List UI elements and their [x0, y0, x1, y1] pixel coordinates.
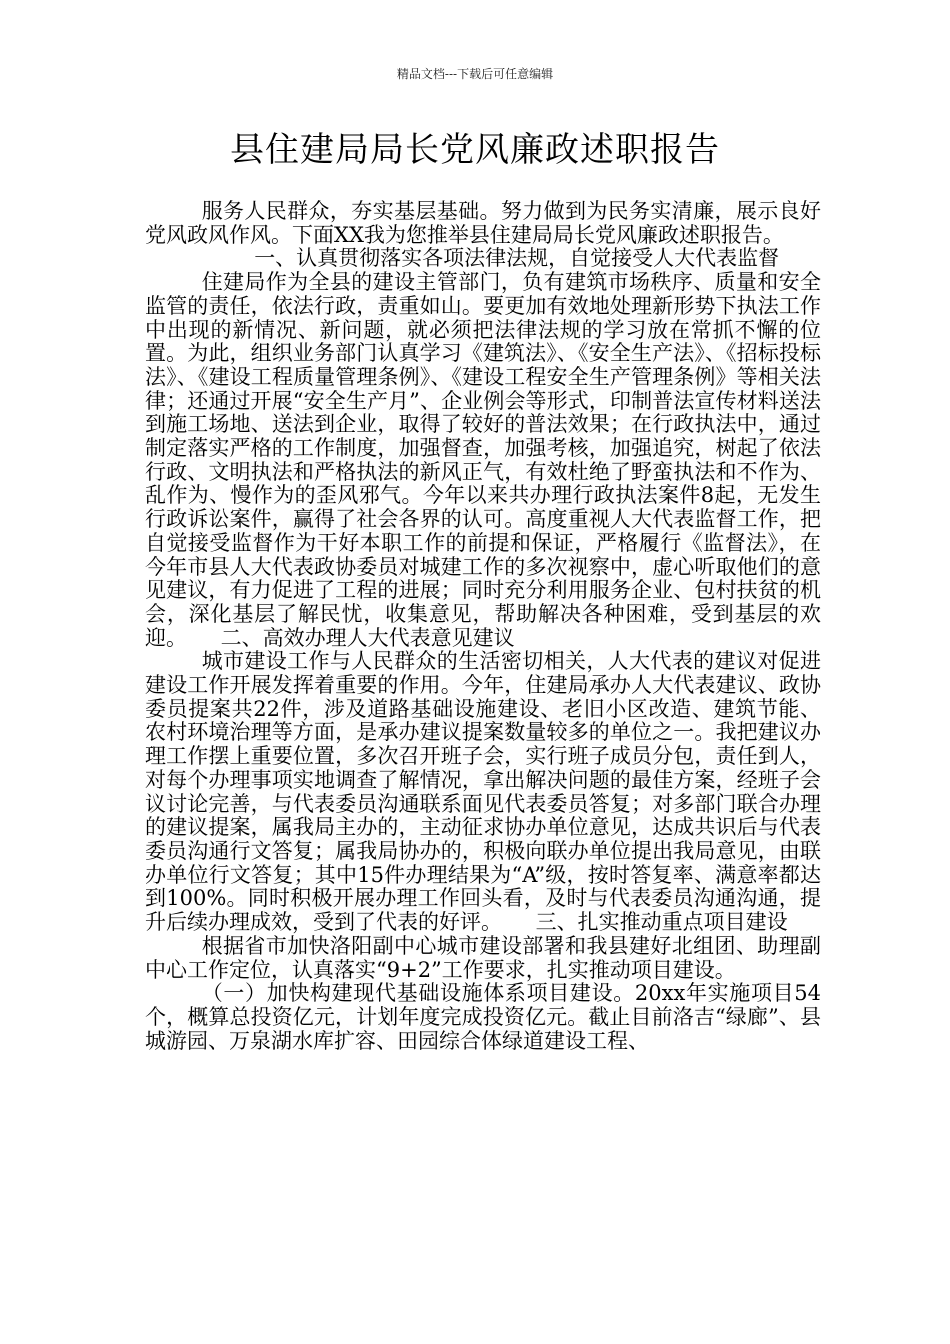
header-note: 精品文档---下载后可任意编辑: [396, 67, 554, 81]
section-heading-3: 三、扎实推动重点项目建设: [535, 910, 788, 935]
section-heading-1: 一、认真贯彻落实各项法律法规，自觉接受人大代表监督: [254, 246, 780, 271]
section-1-paragraph: [145, 271, 821, 650]
subsection-1-paragraph: （一）加快构建现代基础设施体系项目建设。20xx年实施项目54个，概算总投资亿元，计划年度完成投资亿元。截止目前洛吉“绿廊”、县城游园、万泉湖水库扩容、田园综合体绿道建设工程、: [145, 981, 821, 1053]
section-heading-2: 二、高效办理人大代表意见建议: [220, 625, 515, 650]
document-body: [145, 200, 821, 1053]
document-title: 县住建局局长党风廉政述职报告: [230, 130, 720, 170]
section-1-text: 住建局作为全县的建设主管部门，负有建筑市场秩序、质量和安全监管的责任，依法行政，责重如山。要更加有效地处理新形势下执法工作中出现的新情况、新问题，就必须把法律法规的学习放在常抓不懈的位置。为此，组织业务部门认真学习《建筑法》、《安全生产法》、《招标投标法》、《建设工程质量管理条例》、《建设工程安全生产管理条例》等相关法律；还通过开展“安全生产月”、企业例会等形式，印制普法宣传材料送法到施工场地、送法到企业，取得了较好的普法效果；在行政执法中，通过制定落实严格的工作制度，加强督查，加强考核，加强追究，树起了依法行政、文明执法和严格执法的新风正气，有效杜绝了野蛮执法和不作为、乱作为、慢作为的歪风邪气。今年以来共办理行政执法案件8起，无发生行政诉讼案件，赢得了社会各界的认可。高度重视人大代表监督工作，把自觉接受监督作为干好本职工作的前提和保证，严格履行《监督法》，在今年市县人大代表政协委员对城建工作的多次视察中，虚心听取他们的意见建议，有力促进了工程的进展；同时充分利用服务企业、包村扶贫的机会，深化基层了解民忧，收集意见，帮助解决各种困难，受到基层的欢迎。: [145, 270, 821, 650]
section-2-text: 城市建设工作与人民群众的生活密切相关，人大代表的建议对促进建设工作开展发挥着重要的作用。今年，住建局承办人大代表建议、政协委员提案共22件，涉及道路基础设施建设、老旧小区改造、建筑节能、农村环境治理等方面，是承办建议提案数量较多的单位之一。我把建议办理工作摆上重要位置，多次召开班子会，实行班子成员分包，责任到人，对每个办理事项实地调查了解情况，拿出解决问题的最佳方案，经班子会议讨论完善，与代表委员沟通联系面见代表委员答复；对多部门联合办理的建议提案，属我局主办的，主动征求协办单位意见，达成共识后与代表委员沟通行文答复；属我局协办的，积极向联办单位提出我局意见，由联办单位行文答复；其中15件办理结果为“A”级，按时答复率、满意率都达到100%。同时积极开展办理工作回头看，及时与代表委员沟通沟通，提升后续办理成效，受到了代表的好评。: [145, 649, 821, 935]
section-2-paragraph: [145, 650, 821, 934]
intro-paragraph: 服务人民群众，夯实基层基础。努力做到为民务实清廉，展示良好党风政风作风。下面XX我为您推举县住建局局长党风廉政述职报告。: [145, 199, 821, 247]
section-3-paragraph: 根据省市加快洛阳副中心城市建设部署和我县建好北组团、助理副中心工作定位，认真落实“9+2”工作要求，扎实推动项目建设。: [145, 933, 821, 982]
